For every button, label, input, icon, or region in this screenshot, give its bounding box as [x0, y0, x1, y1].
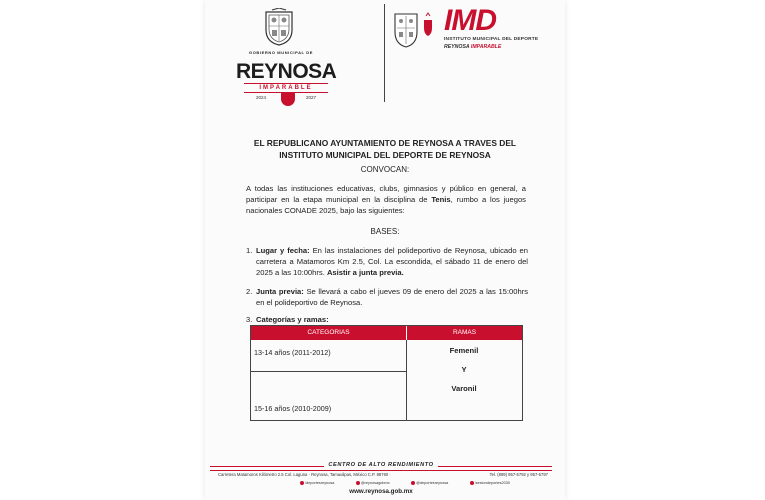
table-cell-category: 15-16 años (2010-2009) [254, 404, 332, 413]
title-line-1: EL REPUBLICANO AYUNTAMIENTO DE REYNOSA A TRAVES DEL [253, 138, 517, 148]
intro-text-a: A todas las instituciones educativas, clubs, gimnasios y público en general, a participar en la etapa municipal en la disciplina de [246, 184, 526, 204]
item-label: Junta previa: [256, 287, 304, 296]
social-twitter[interactable] [356, 481, 390, 485]
item-text: Se llevará a cabo el jueves 09 de enero del 2025 a las 15:00hrs en el polideportivo de Reynosa. [256, 287, 528, 307]
list-item [246, 286, 528, 308]
footer-center-name [210, 462, 552, 468]
facebook-icon [300, 481, 304, 485]
table-header-ramas: RAMAS [406, 326, 522, 340]
discipline-name: Tenis [431, 195, 451, 204]
header-divider [384, 4, 385, 102]
footer-phone: Tel. (899) 957-5792 y 957-5797 [489, 472, 548, 477]
footer-address: Carretera Matamoros Kilómetro 2.5 Col. Laguna · Reynosa, Tamaulipas, México C.P. 88760 · [218, 472, 391, 477]
year-end: 2027 [305, 95, 316, 100]
intro-paragraph [246, 183, 526, 216]
social-facebook[interactable] [300, 481, 334, 485]
item-number: 2. [246, 287, 253, 296]
list-item [246, 314, 528, 325]
table-divider-horizontal [251, 371, 406, 372]
item-number: 3. [246, 315, 253, 324]
coat-of-arms-small-icon [392, 8, 420, 48]
imd-subtitle: INSTITUTO MUNICIPAL DEL DEPORTE [444, 37, 539, 42]
footer-social-row [300, 481, 510, 485]
instagram-icon [411, 481, 415, 485]
social-handle: /deportesreynosa [305, 481, 335, 485]
list-item [246, 245, 528, 278]
social-instagram[interactable] [411, 481, 448, 485]
table-cell-rama: Femenil [449, 346, 479, 355]
item-label: Lugar y fecha: [256, 246, 310, 255]
document-title [240, 137, 530, 161]
item-text: En las instalaciones del polideportivo de Reynosa, ubicado en carretera a Matamoros Km 2.5, Col. La escondida, el sábado 11 de enero del 2025 a las 10:00hrs. [256, 246, 528, 277]
footer-address-row [218, 472, 548, 477]
categories-table [250, 325, 523, 421]
title-line-2: INSTITUTO MUNICIPAL DEL DEPORTE DE REYNOSA [279, 150, 491, 160]
imd-tagline-city: REYNOSA [444, 44, 470, 50]
year-start: 2024 [256, 95, 267, 100]
convocan-heading: CONVOCAN: [360, 165, 410, 174]
government-label: GOBIERNO MUNICIPAL DE [248, 50, 313, 55]
coat-of-arms-icon [262, 8, 296, 46]
imd-tagline-word: IMPARABLE [470, 44, 502, 50]
social-handle: /sesiondeportes2030 [474, 481, 510, 485]
social-youtube[interactable] [470, 481, 510, 485]
youtube-icon [470, 481, 474, 485]
table-cell-category: 13-14 años (2011-2012) [254, 348, 331, 357]
imd-emblem-icon [423, 12, 433, 38]
item-label: Categorías y ramas: [256, 315, 329, 324]
social-handle: @deportesreynosa [416, 481, 449, 485]
twitter-icon [356, 481, 360, 485]
item-number: 1. [246, 246, 253, 255]
footer-center-text: CENTRO DE ALTO RENDIMIENTO [324, 462, 437, 468]
table-header-categorias: CATEGORIAS [251, 326, 406, 340]
bases-heading: BASES: [370, 227, 400, 236]
tagline: IMPARABLE [244, 83, 328, 93]
social-handle: @reynosagobmx [360, 481, 390, 485]
table-cell-rama: Y [461, 365, 467, 374]
imd-logo: IMD [444, 4, 496, 37]
intro-text-b: , rumbo a los juegos nacionales CONADE 2025, bajo las siguientes: [246, 195, 526, 215]
red-shield-icon [281, 92, 295, 106]
city-wordmark: REYNOSA [236, 60, 337, 83]
table-cell-rama: Varonil [451, 384, 477, 393]
item-bold-note: Asistir a junta previa. [326, 268, 404, 277]
imd-tagline [444, 44, 501, 50]
footer-rule [210, 470, 552, 471]
footer-website-link[interactable]: www.reynosa.gob.mx [349, 488, 413, 495]
